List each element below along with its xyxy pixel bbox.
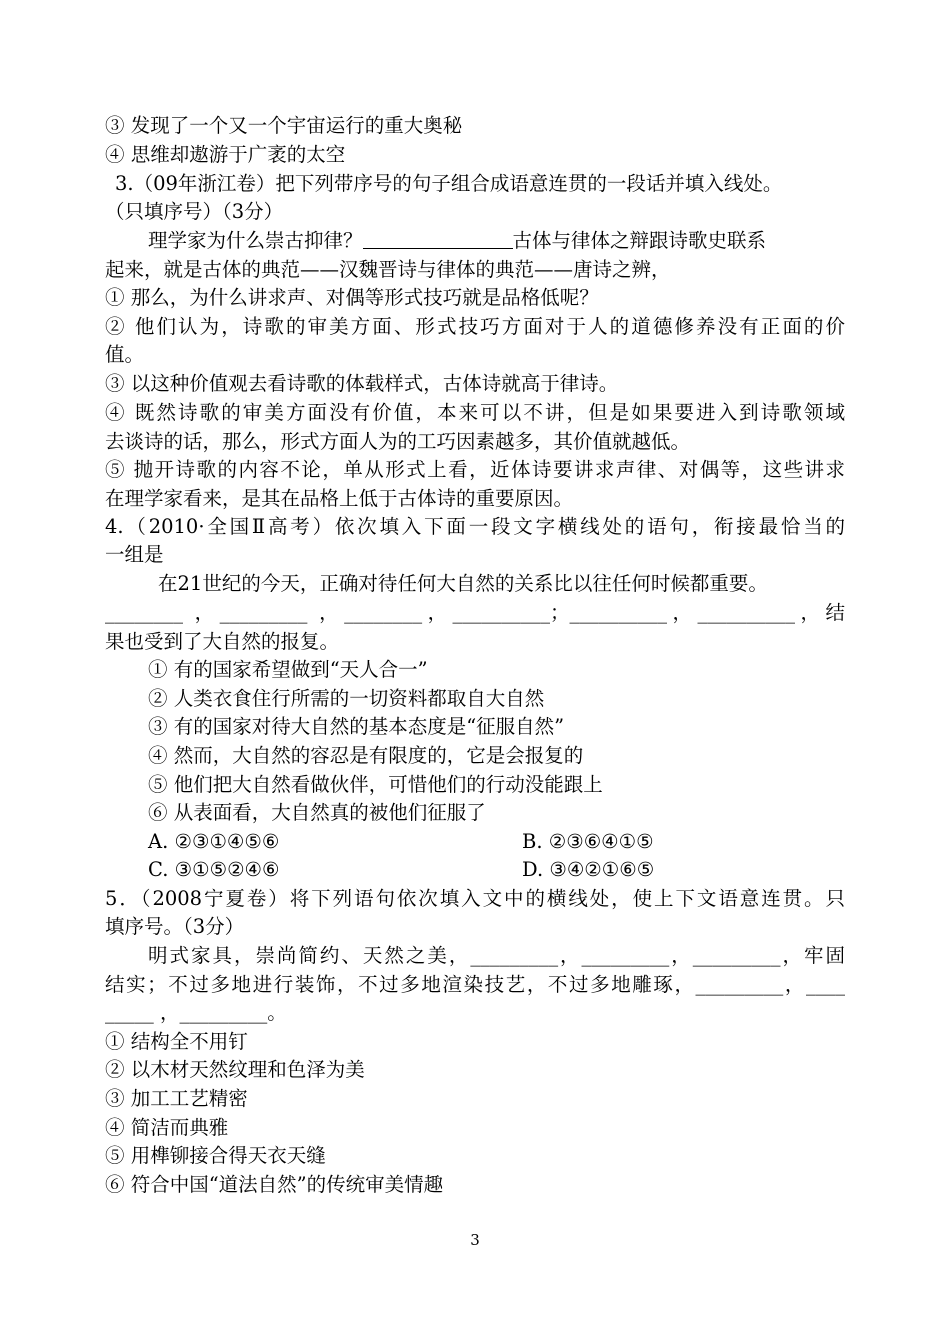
answer-blank[interactable]	[363, 228, 513, 249]
option-line-cont: 去谈诗的话，那么，形式方面人为的工巧因素越多，其价值就越低。	[105, 430, 691, 453]
option-line: ③ 以这种价值观去看诗歌的体载样式，古体诗就高于律诗。	[105, 372, 619, 395]
question-3-passage-cont: 起来，就是古体的典范——汉魏晋诗与律体的典范——唐诗之辨，	[105, 258, 671, 281]
option-line: ④ 既然诗歌的审美方面没有价值，本来可以不讲，但是如果要进入到诗歌领域	[105, 401, 845, 424]
option-line: ① 结构全不用钉	[105, 1030, 248, 1053]
choice-d: D. ③④②①⑥⑤	[522, 858, 655, 881]
option-line: ② 他们认为，诗歌的审美方面、形式技巧方面对于人的道德修养没有正面的价	[105, 315, 845, 338]
option-line: ④ 然而，大自然的容忍是有限度的，它是会报复的	[148, 744, 584, 767]
option-line: ⑤ 抛开诗歌的内容不论，单从形式上看，近体诗要讲求声律、对偶等，这些讲求	[105, 458, 845, 481]
option-line: ② 以木材天然纹理和色泽为美	[105, 1058, 365, 1081]
option-line: ④ 思维却遨游于广袤的太空	[105, 143, 346, 166]
passage-text: 理学家为什么崇古抑律？	[148, 229, 363, 252]
option-line: ① 有的国家希望做到“天人合一”	[148, 658, 428, 681]
option-line: ③ 加工工艺精密	[105, 1087, 248, 1110]
option-line: ④ 简洁而典雅	[105, 1116, 229, 1139]
option-line: ⑤ 用榫铆接合得天衣天缝	[105, 1144, 326, 1167]
choice-b: B. ②③⑥④①⑤	[522, 830, 654, 853]
question-4-blanks: ________ ，_________ ，________，__________；__________，__________，结	[105, 601, 845, 624]
question-4-title-cont: 一组是	[105, 543, 164, 566]
choice-c: C. ③①⑤②④⑥	[148, 858, 280, 881]
option-line-cont: 在理学家看来，是其在品格上低于古体诗的重要原因。	[105, 487, 574, 510]
question-5-title-cont: 填序号。（3分）	[105, 915, 245, 938]
option-line: ① 那么，为什么讲求声、对偶等形式技巧就是品格低呢？	[105, 286, 599, 309]
question-5-passage-cont: 结实；不过多地进行装饰，不过多地渲染技艺，不过多地雕琢，_________，____	[105, 973, 845, 996]
question-4-title: 4.（2010·全国Ⅱ高考）依次填入下面一段文字横线处的语句，衔接最恰当的	[105, 515, 845, 538]
question-5-passage: 明式家具，崇尚简约、天然之美，_________，_________，_________，牢固	[148, 944, 845, 967]
option-line: ③ 发现了一个又一个宇宙运行的重大奥秘	[105, 114, 463, 137]
option-line: ⑤ 他们把大自然看做伙伴，可惜他们的行动没能跟上	[148, 773, 603, 796]
passage-text: 古体与律体之辩跟诗歌史联系	[512, 229, 767, 252]
choice-a: A. ②③①④⑤⑥	[148, 830, 280, 853]
question-3-passage	[148, 227, 766, 255]
question-4-passage: 在21世纪的今天，正确对待任何大自然的关系比以往任何时候都重要。	[158, 572, 768, 595]
question-5-title: 5．（2008宁夏卷）将下列语句依次填入文中的横线处，使上下文语意连贯。只	[105, 887, 845, 910]
option-line: ③ 有的国家对待大自然的基本态度是“征服自然”	[148, 715, 565, 738]
question-5-passage-cont: _____ ，_________。	[105, 1001, 287, 1024]
option-line: ② 人类衣食住行所需的一切资料都取自大自然	[148, 687, 545, 710]
question-3-title-cont: （只填序号）（3分）	[105, 200, 284, 223]
page-number: 3	[470, 1231, 480, 1249]
option-line: ⑥ 从表面看，大自然真的被他们征服了	[148, 801, 486, 824]
option-line: ⑥ 符合中国“道法自然”的传统审美情趣	[105, 1173, 444, 1196]
question-4-passage-cont: 果也受到了大自然的报复。	[105, 630, 340, 653]
question-3-title: 3.（09年浙江卷）把下列带序号的句子组合成语意连贯的一段话并填入线处。	[115, 172, 783, 195]
option-line-cont: 值。	[105, 343, 145, 366]
